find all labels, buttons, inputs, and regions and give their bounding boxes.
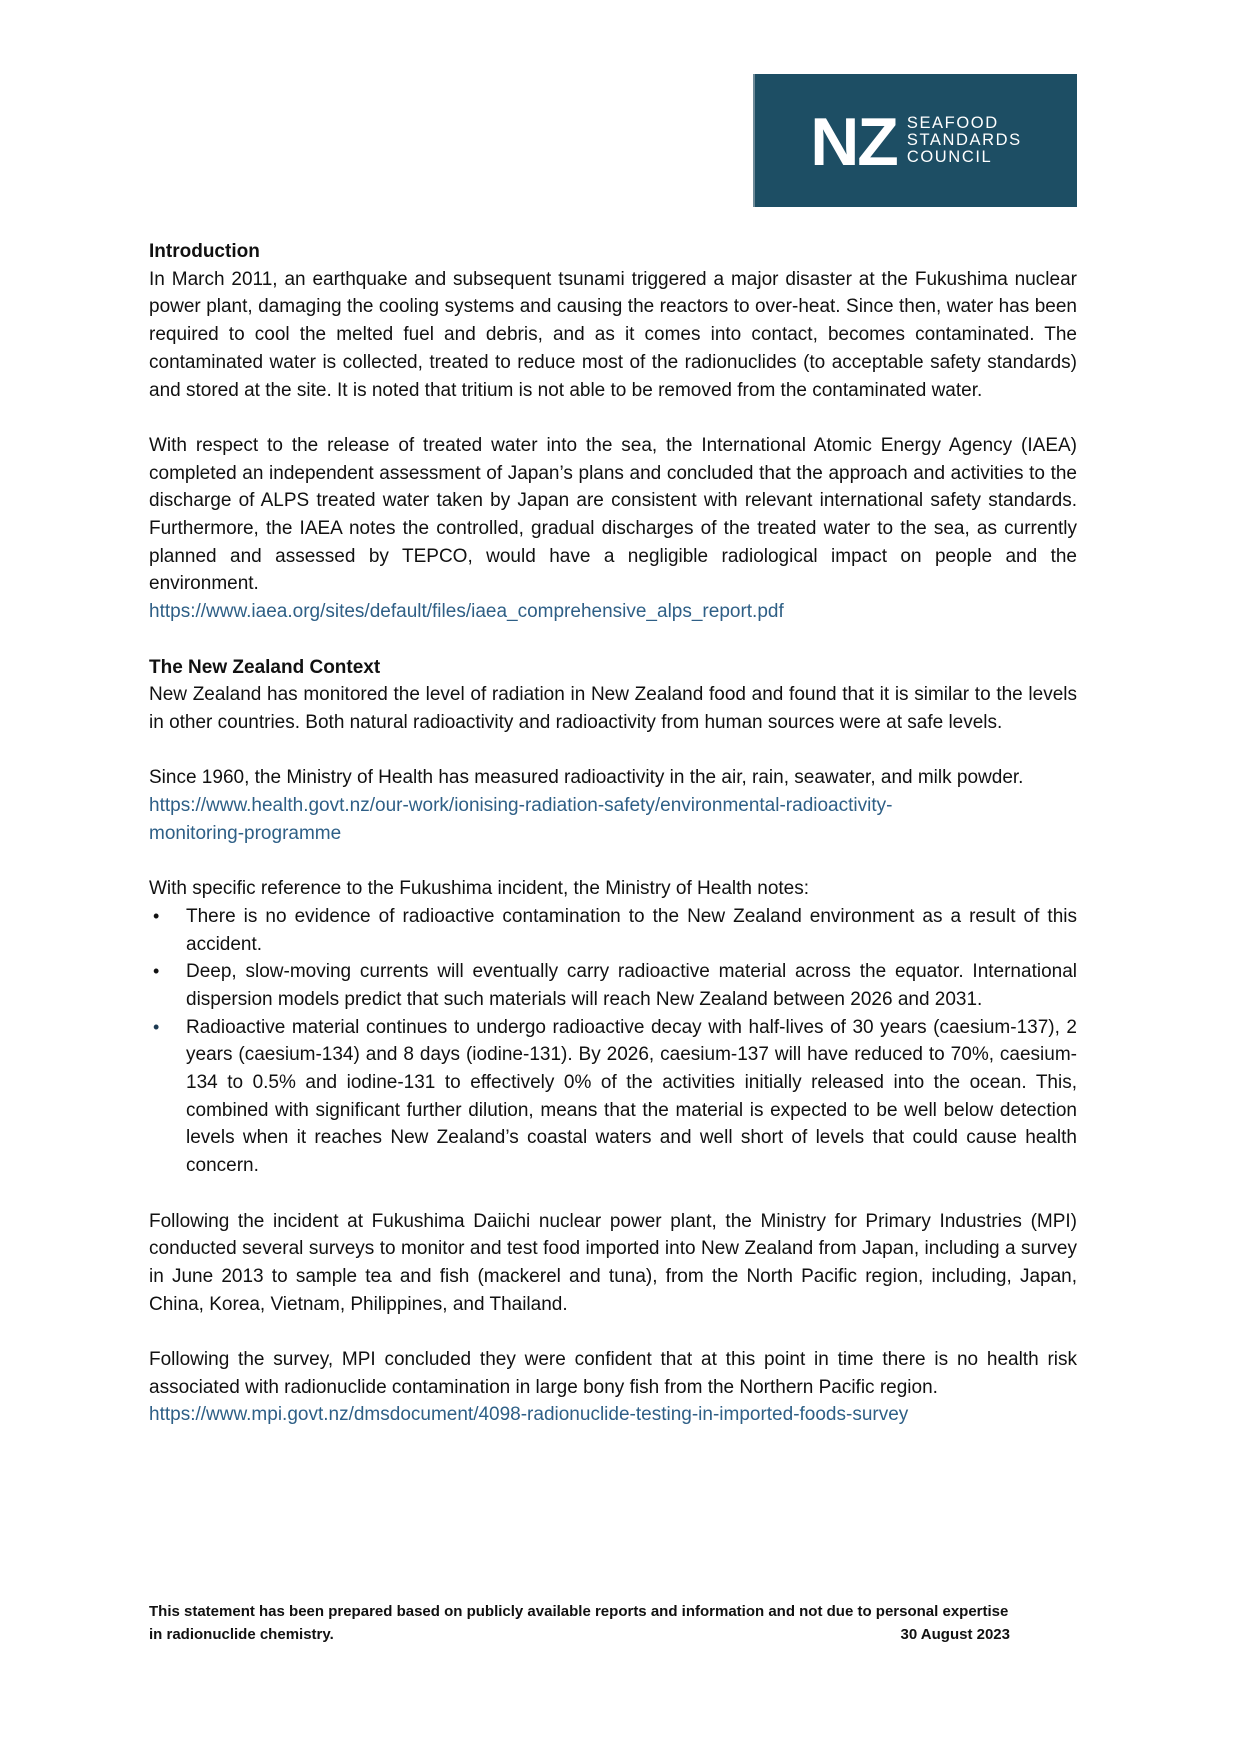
document-body	[149, 238, 1077, 1429]
ministry-of-health-notes-list	[149, 903, 1077, 1180]
introduction-paragraph-1: In March 2011, an earthquake and subsequent tsunami triggered a major disaster at the Fukushima nuclear power plant, damaging the cooling systems and causing the reactors to over-heat. Since then, water has been required to cool the melted fuel and debris, and as it comes into contact, becomes contaminated. The contaminated water is collected, treated to reduce most of the radionuclides (to acceptable safety standards) and stored at the site. It is noted that tritium is not able to be removed from the contaminated water.	[149, 268, 1077, 401]
introduction-section	[149, 238, 1077, 626]
mpi-survey-link[interactable]: https://www.mpi.govt.nz/dmsdocument/4098-radionuclide-testing-in-imported-foods-survey	[149, 1404, 909, 1426]
introduction-paragraph-2: With respect to the release of treated water into the sea, the International Atomic Energy Agency (IAEA) completed an independent assessment of Japan’s plans and concluded that the approach and activities to the discharge of ALPS treated water taken by Japan are consistent with relevant international safety standards. Furthermore, the IAEA notes the controlled, gradual discharges of the treated water to the sea, as currently planned and assessed by TEPCO, would have a negligible radiological impact on people and the environment.	[149, 434, 1077, 595]
logo-wordmark	[907, 115, 1022, 166]
logo-word-1: SEAFOOD	[906, 114, 999, 132]
nz-seafood-standards-council-logo	[753, 74, 1077, 207]
nz-context-paragraph-4: Following the incident at Fukushima Daiichi nuclear power plant, the Ministry for Primary Industries (MPI) conducted several surveys to monitor and test food imported into New Zealand from Japan, including a survey in June 2013 to sample tea and fish (mackerel and tuna), from the North Pacific region, including, Japan, China, Korea, Vietnam, Philippines, and Thailand.	[149, 1210, 1077, 1315]
health-govt-link[interactable]	[149, 792, 1077, 847]
spacer	[149, 404, 1077, 432]
spacer	[149, 847, 1077, 875]
introduction-heading: Introduction	[149, 241, 260, 262]
logo-word-3: COUNCIL	[906, 148, 993, 166]
list-item	[149, 958, 1077, 1013]
health-govt-link-line-2[interactable]: monitoring-programme	[149, 822, 342, 844]
spacer	[149, 1318, 1077, 1346]
nz-context-paragraph-3: With specific reference to the Fukushima incident, the Ministry of Health notes:	[149, 878, 810, 900]
iaea-report-link[interactable]: https://www.iaea.org/sites/default/files/iaea_comprehensive_alps_report.pdf	[149, 601, 784, 623]
spacer	[149, 626, 1077, 654]
spacer	[149, 1180, 1077, 1208]
statement-date: 30 August 2023	[900, 1626, 1010, 1643]
disclaimer-footer	[149, 1600, 1077, 1646]
list-item	[149, 903, 1077, 958]
spacer	[149, 737, 1077, 765]
disclaimer-line-2: in radionuclide chemistry.	[149, 1626, 334, 1643]
nz-context-heading: The New Zealand Context	[149, 656, 381, 678]
nz-context-section	[149, 654, 1077, 1430]
disclaimer-row-2	[149, 1623, 1077, 1646]
health-govt-link-line-1[interactable]: https://www.health.govt.nz/our-work/ionising-radiation-safety/environmental-radioactivity-	[149, 795, 893, 817]
disclaimer-line-1: This statement has been prepared based on publicly available reports and information and not due to personal expertise	[149, 1603, 1009, 1620]
bullet-icon: •	[153, 961, 160, 982]
bullet-icon: •	[153, 905, 160, 926]
nz-context-paragraph-2: Since 1960, the Ministry of Health has measured radioactivity in the air, rain, seawater, and milk powder.	[149, 767, 1024, 789]
list-item-text: There is no evidence of radioactive contamination to the New Zealand environment as a result of this accident.	[186, 905, 1077, 955]
list-item-text: Radioactive material continues to undergo radioactive decay with half-lives of 30 years (caesium-137), 2 years (caesium-134) and 8 days (iodine-131). By 2026, caesium-137 will have reduced to 70%, caesium-134 to 0.5% and iodine-131 to effectively 0% of the activities initially released into the ocean. This, combined with significant further dilution, means that the material is expected to be well below detection levels when it reaches New Zealand’s coastal waters and well short of levels that could cause health concern.	[186, 1016, 1077, 1177]
nz-context-paragraph-5: Following the survey, MPI concluded they were confident that at this point in time there is no health risk associated with radionuclide contamination in large bony fish from the Northern Pacific region.	[149, 1349, 1077, 1398]
list-item	[149, 1014, 1077, 1180]
nz-context-paragraph-1: New Zealand has monitored the level of radiation in New Zealand food and found that it is similar to the levels in other countries. Both natural radioactivity and radioactivity from human sources were at safe levels.	[149, 684, 1077, 733]
logo-mark: NZ	[810, 103, 897, 180]
bullet-icon: •	[153, 1016, 160, 1037]
list-item-text: Deep, slow-moving currents will eventually carry radioactive material across the equator. International dispersion models predict that such materials will reach New Zealand between 2026 and 2031.	[186, 961, 1077, 1010]
logo-word-2: STANDARDS	[906, 131, 1022, 149]
